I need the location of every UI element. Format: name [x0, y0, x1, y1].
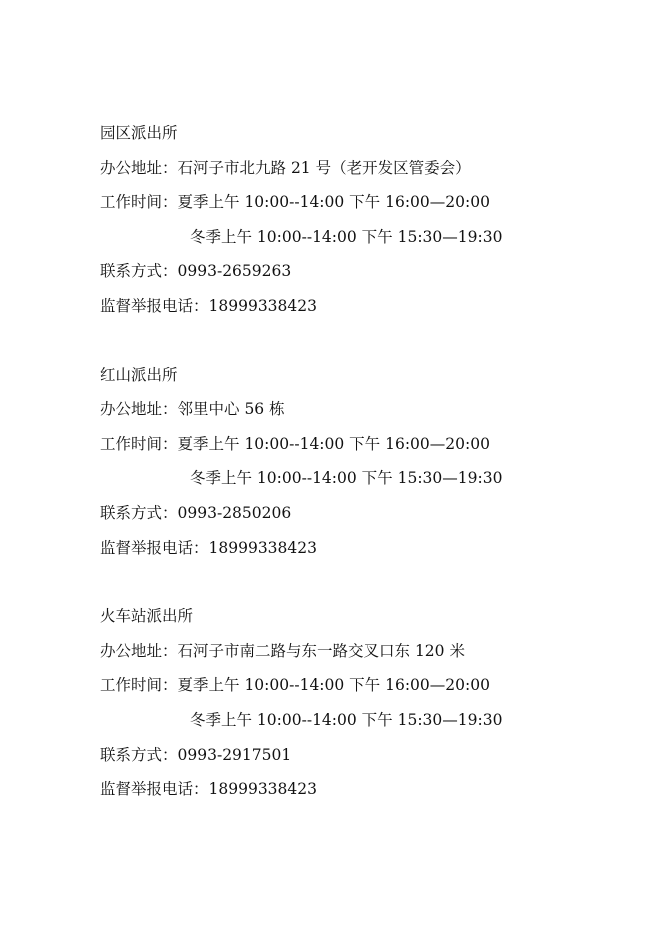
address-value: 石河子市北九路 21 号（老开发区管委会） — [177, 158, 471, 177]
contact-label: 联系方式： — [100, 503, 178, 522]
contact-label: 联系方式： — [100, 262, 178, 281]
hours-label: 工作时间： — [100, 676, 178, 695]
station-name: 火车站派出所 — [100, 607, 194, 626]
contact-phone: 0993-2917501 — [177, 745, 292, 764]
contact-line — [100, 740, 640, 775]
station-huochezhan — [100, 601, 640, 809]
address-label: 办公地址： — [100, 400, 178, 419]
hotline-phone: 18999338423 — [208, 538, 317, 557]
station-name: 园区派出所 — [100, 124, 178, 142]
station-hongshan — [100, 360, 640, 568]
address-value: 石河子市南二路与东一路交叉口东 120 米 — [177, 641, 465, 660]
address-value: 邻里中心 56 栋 — [177, 400, 285, 419]
address-label: 办公地址： — [100, 641, 178, 660]
address-line — [100, 636, 640, 671]
contact-line — [100, 498, 640, 533]
hours-line-summer — [100, 187, 640, 222]
summer-hours: 夏季上午 10:00--14:00 下午 16:00—20:00 — [177, 676, 490, 695]
hotline-phone: 18999338423 — [208, 296, 317, 315]
contact-label: 联系方式： — [100, 745, 178, 764]
hotline-label: 监督举报电话： — [100, 780, 209, 799]
contact-line — [100, 256, 640, 291]
hours-line-summer — [100, 670, 640, 705]
winter-hours: 冬季上午 10:00--14:00 下午 15:30—19:30 — [190, 227, 503, 246]
hotline-line — [100, 774, 640, 809]
summer-hours: 夏季上午 10:00--14:00 下午 16:00—20:00 — [177, 193, 490, 212]
hours-line-summer — [100, 429, 640, 464]
station-yuanqu — [100, 118, 640, 326]
address-line — [100, 153, 640, 188]
hours-line-winter — [100, 222, 640, 257]
hotline-line — [100, 533, 640, 568]
address-line — [100, 394, 640, 429]
hotline-label: 监督举报电话： — [100, 296, 209, 315]
hours-label: 工作时间： — [100, 434, 178, 453]
hours-line-winter — [100, 705, 640, 740]
address-label: 办公地址： — [100, 158, 178, 177]
hotline-phone: 18999338423 — [208, 780, 317, 799]
hotline-line — [100, 291, 640, 326]
contact-phone: 0993-2659263 — [177, 262, 292, 281]
summer-hours: 夏季上午 10:00--14:00 下午 16:00—20:00 — [177, 434, 490, 453]
document-page — [100, 118, 640, 809]
winter-hours: 冬季上午 10:00--14:00 下午 15:30—19:30 — [190, 469, 503, 488]
hours-label: 工作时间： — [100, 193, 178, 212]
hotline-label: 监督举报电话： — [100, 538, 209, 557]
station-name: 红山派出所 — [100, 365, 178, 384]
contact-phone: 0993-2850206 — [177, 503, 292, 522]
hours-line-winter — [100, 463, 640, 498]
winter-hours: 冬季上午 10:00--14:00 下午 15:30—19:30 — [190, 710, 503, 729]
